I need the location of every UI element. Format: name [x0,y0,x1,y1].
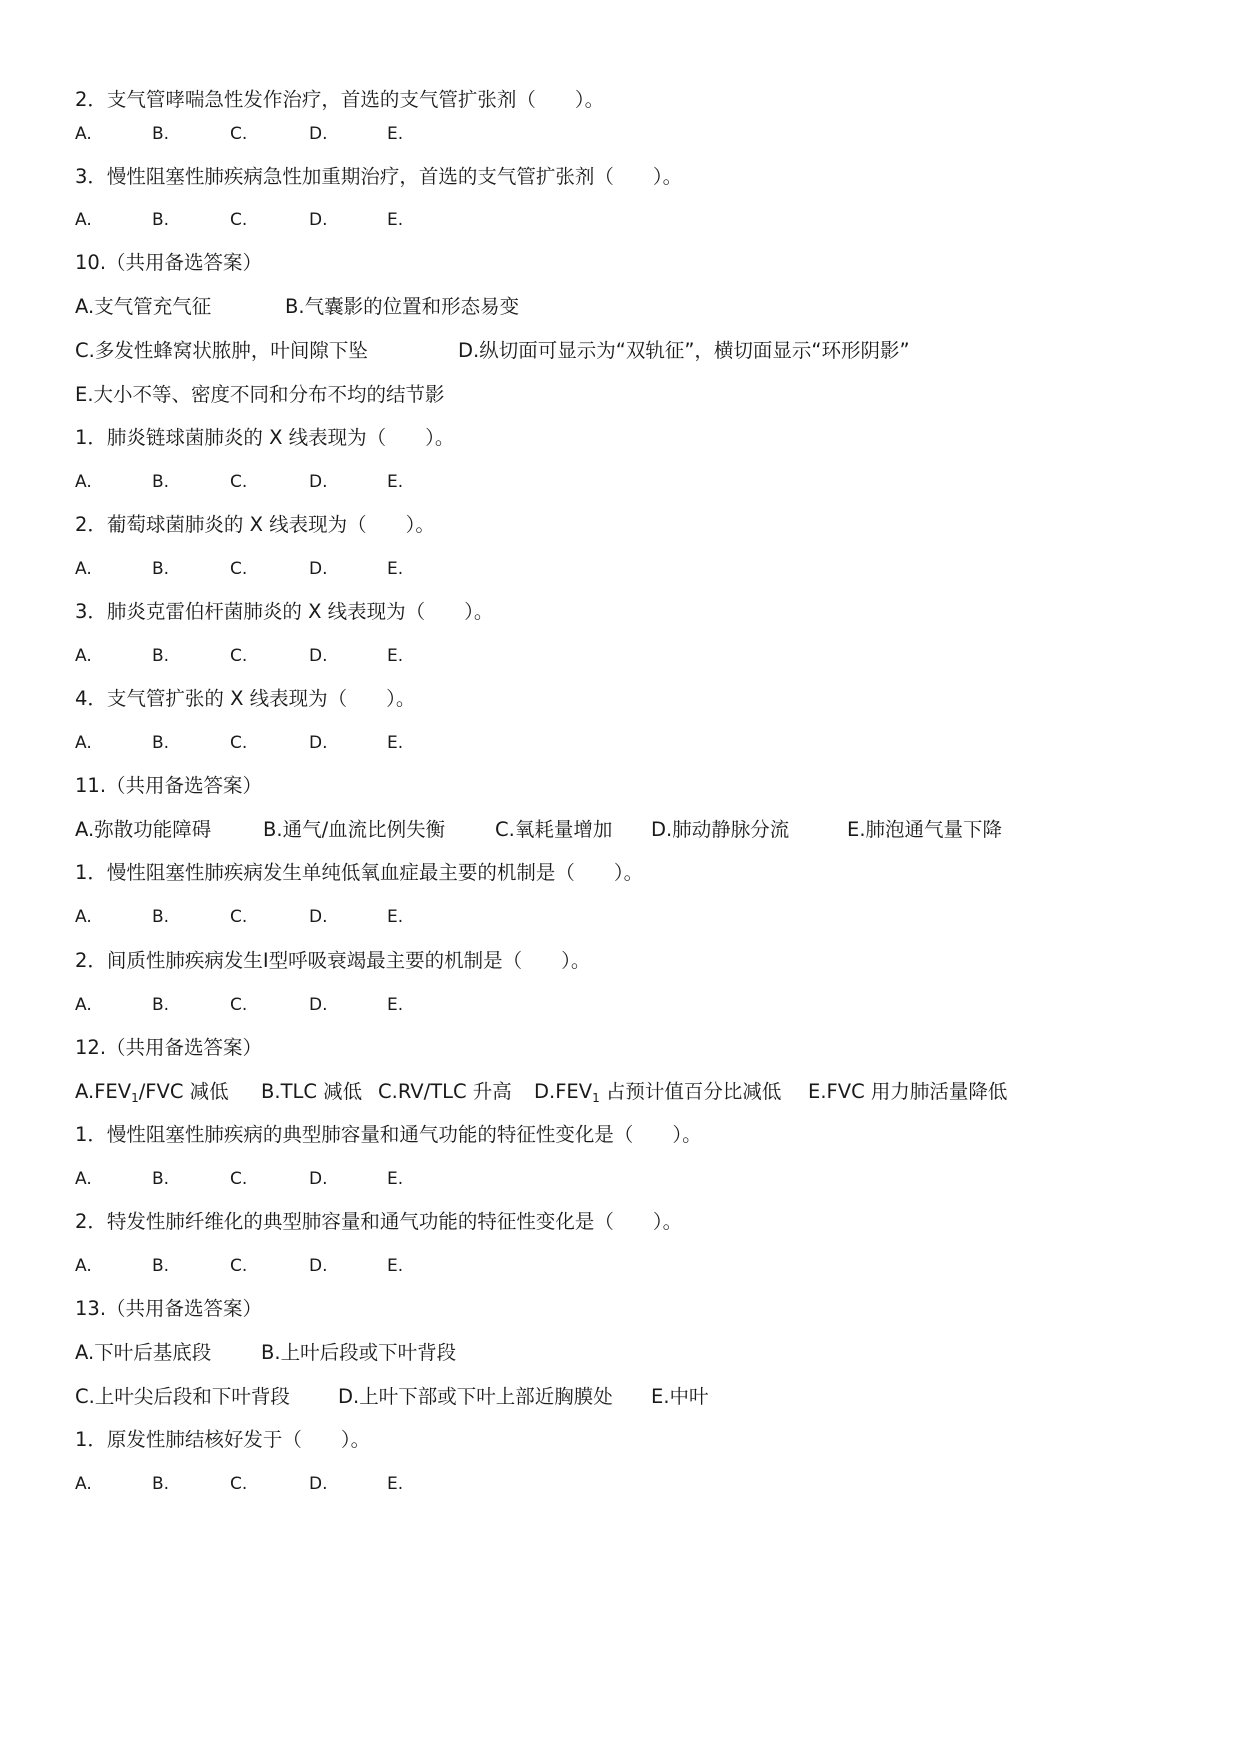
choice-a[interactable]: A. [75,907,92,927]
choice-e[interactable]: E. [387,646,404,666]
choice-c[interactable]: C. [230,472,248,492]
choice-c[interactable]: C. [230,559,248,579]
choice-e[interactable]: E. [387,210,404,230]
choice-c[interactable]: C. [230,646,248,666]
choice-c[interactable]: C. [230,1474,248,1494]
group-11-option-d: D.肺动静脉分流 [651,818,790,841]
choice-b[interactable]: B. [152,210,170,230]
choice-a[interactable]: A. [75,210,92,230]
choice-d[interactable]: D. [309,210,328,230]
choice-a[interactable]: A. [75,1474,92,1494]
group-11-option-b: B.通气/血流比例失衡 [263,818,446,841]
choice-a[interactable]: A. [75,1256,92,1276]
choice-c[interactable]: C. [230,1169,248,1189]
choice-e[interactable]: E. [387,1169,404,1189]
choice-a[interactable]: A. [75,1169,92,1189]
group-11-question-2: 2．间质性肺疾病发生Ⅰ型呼吸衰竭最主要的机制是（ ）。 [75,949,591,972]
choice-d[interactable]: D. [309,646,328,666]
option-d-suffix: 占预计值百分比减低 [599,1080,782,1103]
choice-e[interactable]: E. [387,995,404,1015]
group-13-header: 13.（共用备选答案） [75,1297,263,1320]
subscript-1: 1 [592,1091,600,1105]
choice-d[interactable]: D. [309,1474,328,1494]
group-13-option-c: C.上叶尖后段和下叶背段 [75,1385,290,1408]
group-12-question-2: 2．特发性肺纤维化的典型肺容量和通气功能的特征性变化是（ ）。 [75,1210,683,1233]
choice-a[interactable]: A. [75,559,92,579]
choice-b[interactable]: B. [152,907,170,927]
group-11-option-a: A.弥散功能障碍 [75,818,212,841]
group-11-question-1: 1．慢性阻塞性肺疾病发生单纯低氧血症最主要的机制是（ ）。 [75,861,644,884]
choice-c[interactable]: C. [230,210,248,230]
choice-c[interactable]: C. [230,995,248,1015]
choice-d[interactable]: D. [309,995,328,1015]
choice-b[interactable]: B. [152,124,170,144]
choice-e[interactable]: E. [387,124,404,144]
group-10-question-3: 3．肺炎克雷伯杆菌肺炎的 X 线表现为（ ）。 [75,600,494,623]
group-11-header: 11.（共用备选答案） [75,774,263,797]
group-10-question-1: 1．肺炎链球菌肺炎的 X 线表现为（ ）。 [75,426,455,449]
group-10-question-4: 4．支气管扩张的 X 线表现为（ ）。 [75,687,416,710]
choice-b[interactable]: B. [152,646,170,666]
subscript-1: 1 [131,1091,139,1105]
choice-d[interactable]: D. [309,907,328,927]
choice-e[interactable]: E. [387,559,404,579]
group-11-option-e: E.肺泡通气量下降 [847,818,1003,841]
group-12-option-b: B.TLC 减低 [261,1080,363,1103]
option-a-prefix: A.FEV [75,1080,132,1103]
choice-b[interactable]: B. [152,1256,170,1276]
choice-c[interactable]: C. [230,907,248,927]
group-13-option-a: A.下叶后基底段 [75,1341,212,1364]
group-12-header: 12.（共用备选答案） [75,1036,263,1059]
choice-b[interactable]: B. [152,1169,170,1189]
choice-a[interactable]: A. [75,646,92,666]
question-9-3: 3．慢性阻塞性肺疾病急性加重期治疗，首选的支气管扩张剂（ ）。 [75,165,683,188]
group-12-option-d [534,1078,781,1106]
group-13-option-e: E.中叶 [651,1385,709,1408]
group-10-option-d: D.纵切面可显示为“双轨征”，横切面显示“环形阴影” [458,339,910,362]
group-12-option-c: C.RV/TLC 升高 [378,1080,512,1103]
choice-b[interactable]: B. [152,1474,170,1494]
choice-d[interactable]: D. [309,124,328,144]
group-10-option-b: B.气囊影的位置和形态易变 [285,295,520,318]
choice-b[interactable]: B. [152,559,170,579]
choice-e[interactable]: E. [387,733,404,753]
group-10-header: 10.（共用备选答案） [75,251,263,274]
group-13-option-b: B.上叶后段或下叶背段 [261,1341,457,1364]
choice-e[interactable]: E. [387,472,404,492]
choice-e[interactable]: E. [387,907,404,927]
choice-e[interactable]: E. [387,1474,404,1494]
choice-b[interactable]: B. [152,472,170,492]
choice-b[interactable]: B. [152,995,170,1015]
choice-c[interactable]: C. [230,733,248,753]
group-11-option-c: C.氧耗量增加 [495,818,613,841]
choice-a[interactable]: A. [75,472,92,492]
option-a-suffix: /FVC 减低 [138,1080,229,1103]
choice-d[interactable]: D. [309,1169,328,1189]
choice-a[interactable]: A. [75,995,92,1015]
option-d-prefix: D.FEV [534,1080,593,1103]
choice-d[interactable]: D. [309,733,328,753]
group-12-option-a [75,1078,229,1106]
choice-e[interactable]: E. [387,1256,404,1276]
group-13-question-1: 1．原发性肺结核好发于（ ）。 [75,1428,371,1451]
choice-b[interactable]: B. [152,733,170,753]
group-12-question-1: 1．慢性阻塞性肺疾病的典型肺容量和通气功能的特征性变化是（ ）。 [75,1123,702,1146]
choice-c[interactable]: C. [230,1256,248,1276]
choice-a[interactable]: A. [75,124,92,144]
choice-a[interactable]: A. [75,733,92,753]
choice-c[interactable]: C. [230,124,248,144]
choice-d[interactable]: D. [309,1256,328,1276]
question-9-2: 2．支气管哮喘急性发作治疗，首选的支气管扩张剂（ ）。 [75,88,605,111]
choice-d[interactable]: D. [309,559,328,579]
group-10-question-2: 2．葡萄球菌肺炎的 X 线表现为（ ）。 [75,513,435,536]
group-12-option-e: E.FVC 用力肺活量降低 [808,1080,1008,1103]
group-13-option-d: D.上叶下部或下叶上部近胸膜处 [338,1385,613,1408]
choice-d[interactable]: D. [309,472,328,492]
group-10-option-a: A.支气管充气征 [75,295,212,318]
group-10-option-c: C.多发性蜂窝状脓肿，叶间隙下坠 [75,339,368,362]
group-10-option-e: E.大小不等、密度不同和分布不均的结节影 [75,383,445,406]
